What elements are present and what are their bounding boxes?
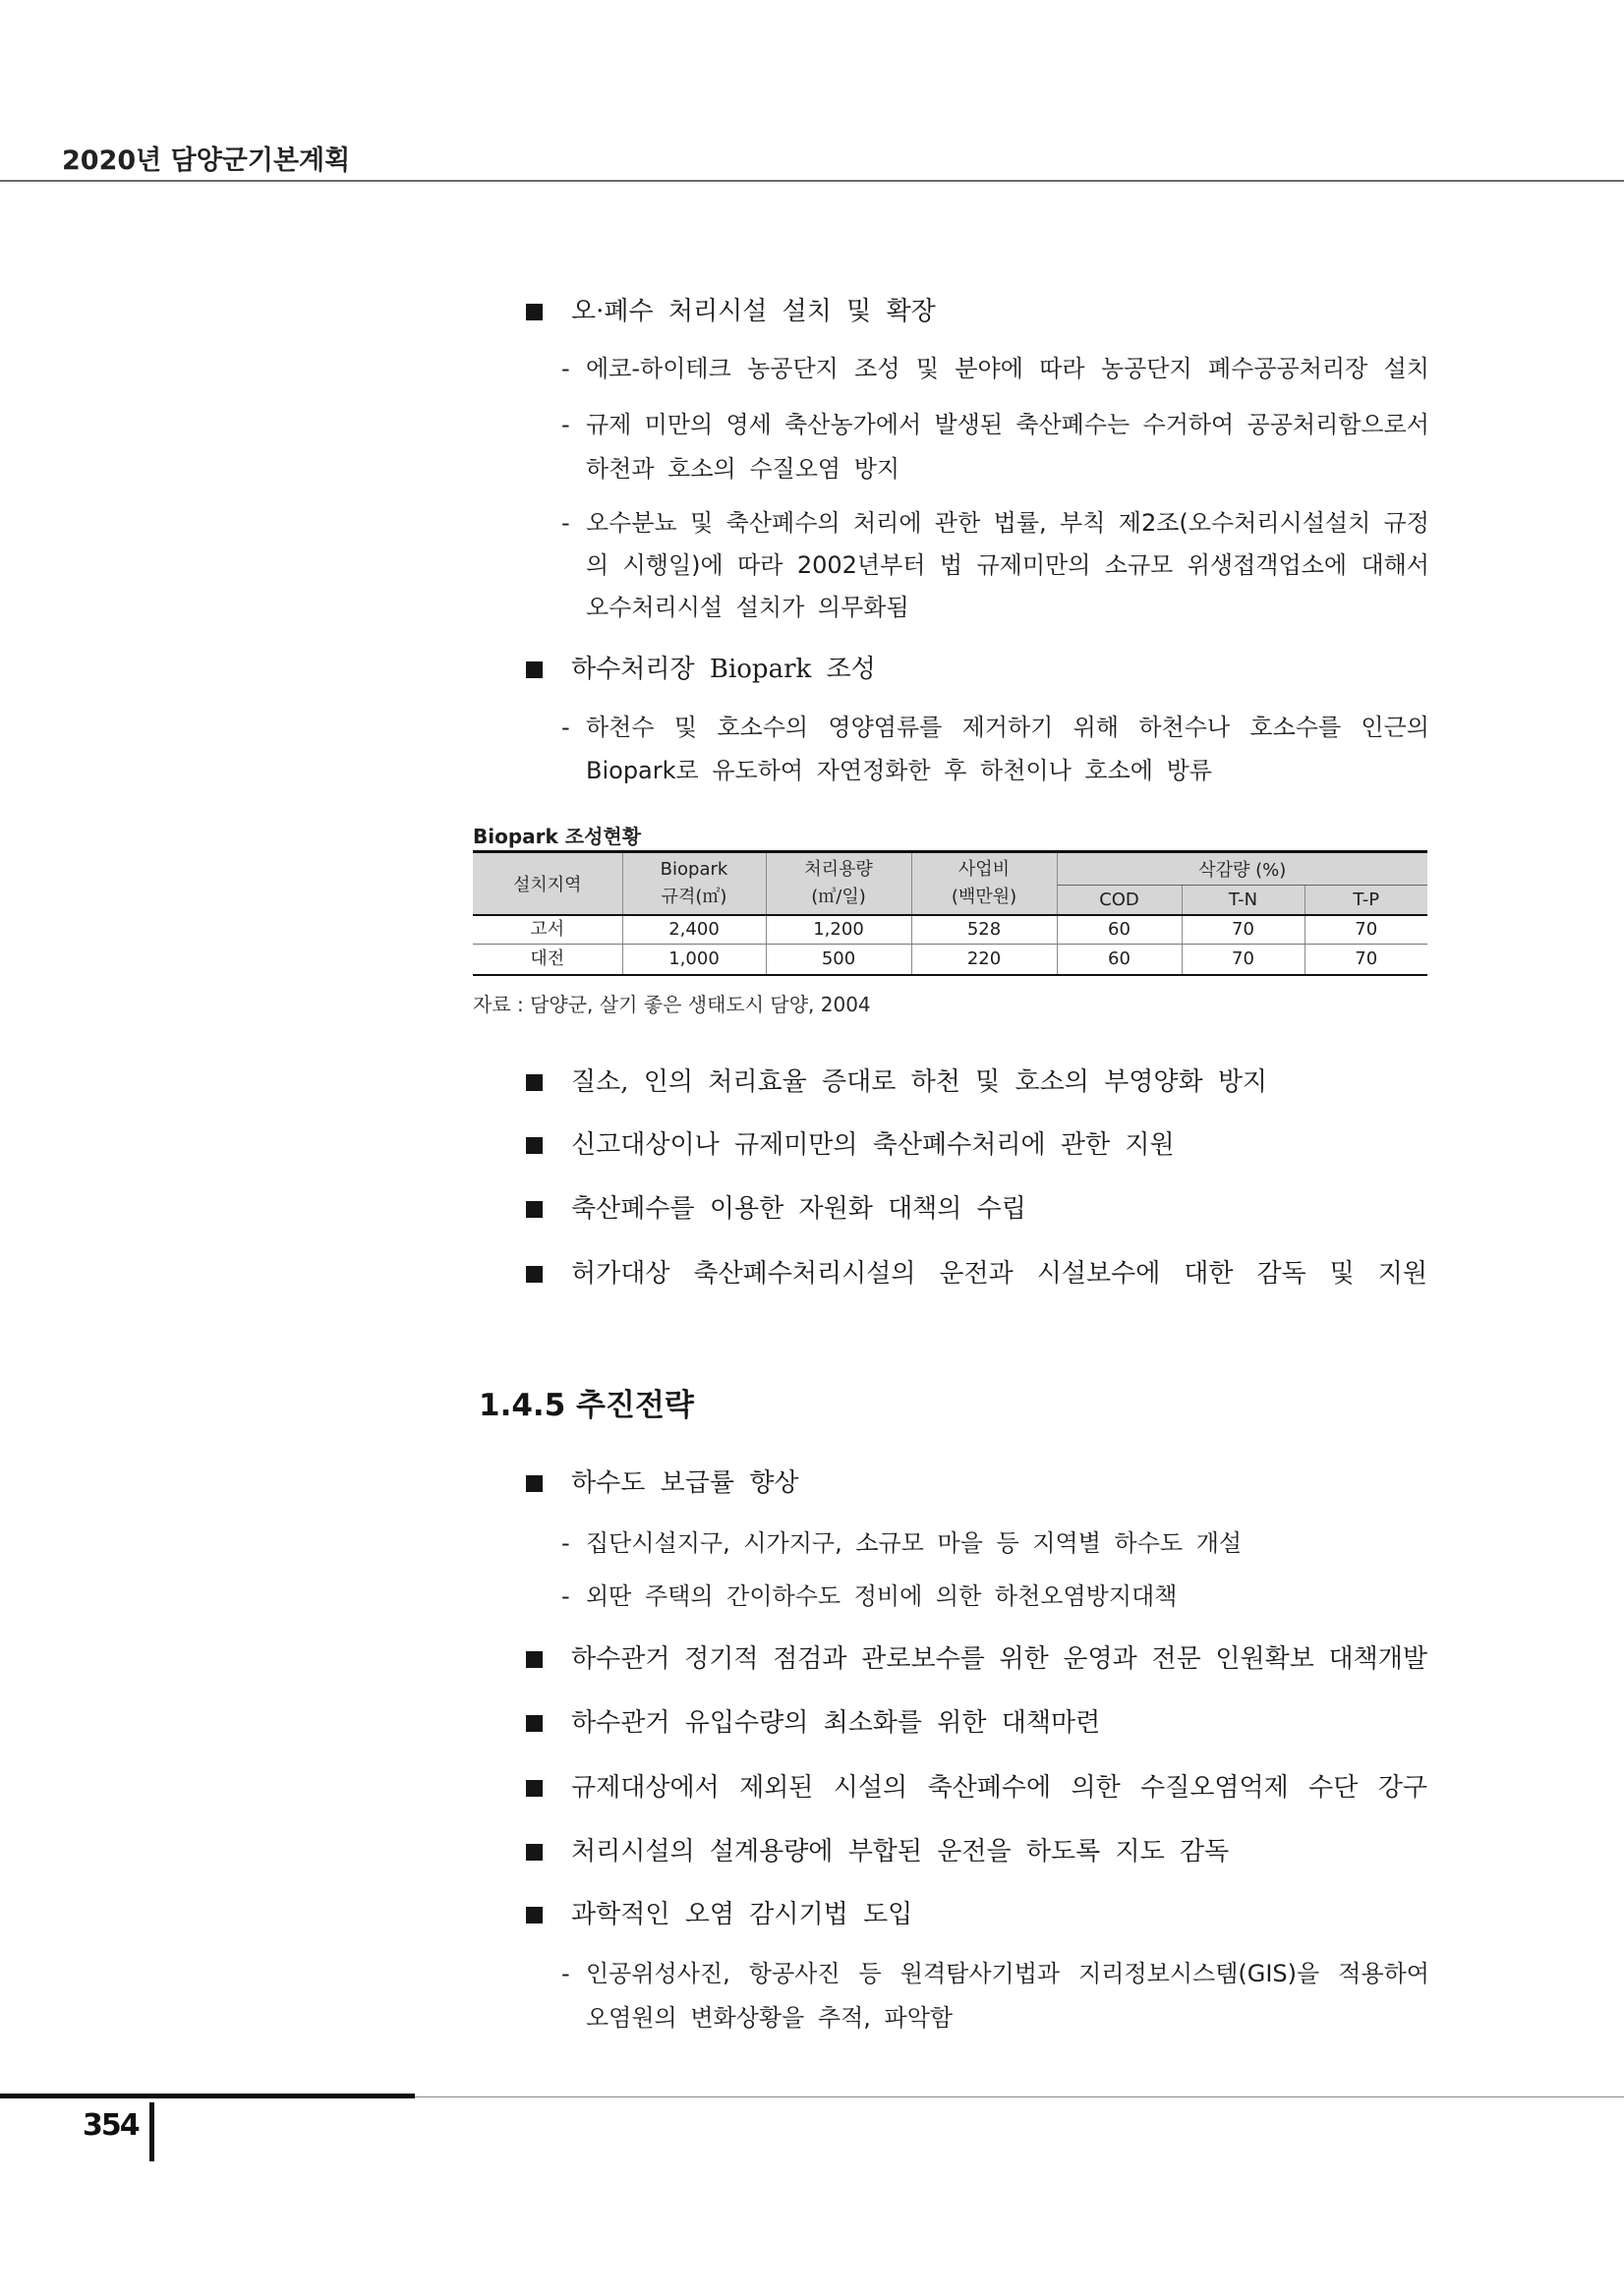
bullet-square-icon <box>526 1780 543 1797</box>
col-header-cod: COD <box>1057 886 1182 916</box>
bullet-square-icon <box>526 304 543 320</box>
bullet-text: 질소, 인의 처리효율 증대로 하천 및 호소의 부영양화 방지 <box>571 1067 1268 1097</box>
bullet-square-icon <box>526 1074 543 1091</box>
bullet-item <box>526 292 1427 331</box>
bullet-text: 허가대상 축산폐수처리시설의 운전과 시설보수에 대한 감독 및 지원 <box>571 1259 1427 1289</box>
bullet-square-icon <box>526 1475 543 1492</box>
biopark-table <box>473 850 1427 976</box>
col-header-line: 처리용량 <box>804 859 873 880</box>
col-header-reduction: 삭감량 (%) <box>1057 852 1427 886</box>
bullet-item <box>526 650 1427 689</box>
table-cell: 60 <box>1057 945 1182 976</box>
header-rule <box>0 180 1624 182</box>
sub-item-continuation <box>561 754 1429 787</box>
bullet-text: 과학적인 오염 감시기법 도입 <box>571 1900 913 1929</box>
col-header-capacity <box>766 852 911 916</box>
dash-marker: - <box>561 355 570 382</box>
sub-item-text: 외딴 주택의 간이하수도 정비에 의한 하천오염방지대책 <box>586 1582 1178 1610</box>
sub-item-text: 하천수 및 호소수의 영양염류를 제거하기 위해 하천수나 호소수를 인근의 <box>586 714 1429 741</box>
sub-item <box>561 1957 1429 1990</box>
table-caption: Biopark 조성현황 <box>473 825 642 848</box>
table-cell: 1,000 <box>622 945 766 976</box>
section-heading: 1.4.5 추진전략 <box>479 1388 694 1423</box>
dash-marker: - <box>561 714 570 741</box>
bullet-item <box>526 1768 1427 1808</box>
footer-thin-rule <box>415 2096 1624 2097</box>
bullet-item <box>526 1464 1427 1503</box>
bullet-text: 축산폐수를 이용한 자원화 대책의 수립 <box>571 1194 1026 1224</box>
bullet-item <box>526 1254 1427 1293</box>
col-header-line: (㎥/일) <box>811 887 866 907</box>
bullet-text: 하수관거 정기적 점검과 관로보수를 위한 운영과 전문 인원확보 대책개발 <box>571 1644 1427 1674</box>
sub-item-text: 인공위성사진, 항공사진 등 원격탐사기법과 지리정보시스템(GIS)을 적용하여 <box>586 1960 1429 1987</box>
bullet-square-icon <box>526 1137 543 1154</box>
col-header-cost <box>911 852 1057 916</box>
table-cell: 528 <box>911 915 1057 945</box>
bullet-item <box>526 1832 1427 1871</box>
footer-vertical-bar <box>149 2102 154 2161</box>
sub-item-text: 오수처리시설 설치가 의무화됨 <box>586 594 909 621</box>
col-header-region: 설치지역 <box>473 852 622 916</box>
table-row <box>473 915 1427 945</box>
page-number: 354 <box>83 2108 139 2143</box>
bullet-item <box>526 1189 1427 1229</box>
bullet-text: 신고대상이나 규제미만의 축산폐수처리에 관한 지원 <box>571 1130 1175 1160</box>
bullet-square-icon <box>526 1201 543 1218</box>
col-header-line: 규격(㎡) <box>661 887 727 907</box>
sub-item-text: Biopark로 유도하여 자연정화한 후 하천이나 호소에 방류 <box>586 757 1212 784</box>
col-header-line: (백만원) <box>951 887 1017 907</box>
dash-marker: - <box>561 509 570 537</box>
sub-item-text: 에코-하이테크 농공단지 조성 및 분야에 따라 농공단지 폐수공공처리장 설치 <box>586 355 1429 382</box>
col-header-line: Biopark <box>660 859 728 880</box>
sub-item-text: 하천과 호소의 수질오염 방지 <box>586 455 900 483</box>
table-cell: 70 <box>1182 945 1305 976</box>
sub-item <box>561 1526 1429 1560</box>
sub-item-text: 집단시설지구, 시가지구, 소규모 마을 등 지역별 하수도 개설 <box>586 1529 1243 1557</box>
sub-item <box>561 506 1429 540</box>
table-cell: 500 <box>766 945 911 976</box>
bullet-square-icon <box>526 1715 543 1732</box>
sub-item-continuation <box>561 591 1429 624</box>
bullet-square-icon <box>526 1651 543 1668</box>
sub-item <box>561 1579 1429 1613</box>
bullet-item <box>526 1895 1427 1934</box>
table-cell: 60 <box>1057 915 1182 945</box>
col-header-tn: T-N <box>1182 886 1305 916</box>
table-row <box>473 945 1427 976</box>
col-header-line: 사업비 <box>957 859 1011 880</box>
sub-item <box>561 711 1429 744</box>
sub-item <box>561 408 1429 441</box>
bullet-square-icon <box>526 661 543 678</box>
bullet-square-icon <box>526 1266 543 1283</box>
running-header-title: 2020년 담양군기본계획 <box>62 145 351 176</box>
table-cell: 70 <box>1305 945 1427 976</box>
table-cell: 1,200 <box>766 915 911 945</box>
sub-item-text: 오염원의 변화상황을 추적, 파악함 <box>586 2004 954 2032</box>
bullet-square-icon <box>526 1844 543 1861</box>
dash-marker: - <box>561 1960 570 1987</box>
dash-marker: - <box>561 1529 570 1557</box>
dash-marker: - <box>561 1582 570 1610</box>
col-header-biopark <box>622 852 766 916</box>
table-cell: 2,400 <box>622 915 766 945</box>
table-cell: 대전 <box>473 945 622 976</box>
sub-item-text: 규제 미만의 영세 축산농가에서 발생된 축산폐수는 수거하여 공공처리함으로서 <box>586 411 1429 438</box>
bullet-item <box>526 1703 1427 1743</box>
bullet-text: 처리시설의 설계용량에 부합된 운전을 하도록 지도 감독 <box>571 1837 1230 1866</box>
sub-item <box>561 352 1429 385</box>
col-header-tp: T-P <box>1305 886 1427 916</box>
table-cell: 70 <box>1305 915 1427 945</box>
dash-marker: - <box>561 411 570 438</box>
table-cell: 고서 <box>473 915 622 945</box>
table-source-note: 자료 : 담양군, 살기 좋은 생태도시 담양, 2004 <box>473 993 871 1016</box>
bullet-item <box>526 1639 1427 1679</box>
bullet-text: 하수처리장 Biopark 조성 <box>571 655 876 684</box>
table-cell: 70 <box>1182 915 1305 945</box>
sub-item-text: 오수분뇨 및 축산폐수의 처리에 관한 법률, 부칙 제2조(오수처리시설설치 규정 <box>586 509 1429 537</box>
sub-item-continuation <box>561 548 1429 582</box>
sub-item-continuation <box>561 2001 1429 2035</box>
bullet-square-icon <box>526 1907 543 1923</box>
sub-item-text: 의 시행일)에 따라 2002년부터 법 규제미만의 소규모 위생접객업소에 대해서 <box>586 551 1429 579</box>
sub-item-continuation <box>561 452 1429 486</box>
bullet-item <box>526 1125 1427 1165</box>
table-cell: 220 <box>911 945 1057 976</box>
bullet-text: 하수관거 유입수량의 최소화를 위한 대책마련 <box>571 1708 1101 1738</box>
bullet-text: 오·폐수 처리시설 설치 및 확장 <box>571 297 936 326</box>
footer-thick-rule <box>0 2094 415 2098</box>
bullet-item <box>526 1062 1427 1102</box>
bullet-text: 하수도 보급률 향상 <box>571 1468 799 1498</box>
bullet-text: 규제대상에서 제외된 시설의 축산폐수에 의한 수질오염억제 수단 강구 <box>571 1773 1427 1803</box>
